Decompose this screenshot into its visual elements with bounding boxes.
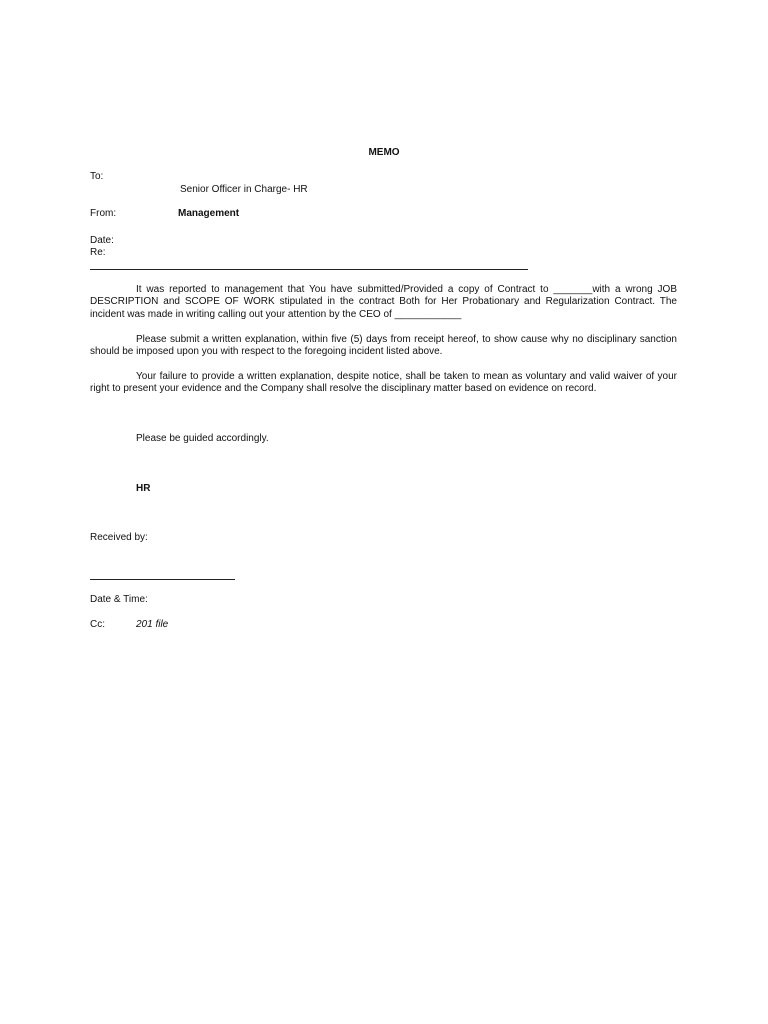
from-value: Management (178, 208, 240, 219)
paragraph-report (90, 284, 677, 321)
paragraph-guided: Please be guided accordingly. (136, 433, 269, 444)
signer: HR (136, 483, 151, 494)
signature-line (90, 579, 235, 580)
cc-label: Cc: (90, 619, 105, 630)
paragraph-report-text-a: It was reported to management that You have submitted/Provided a copy of Contract to (136, 284, 554, 295)
contract-recipient-blank: _______ (553, 284, 593, 295)
date-label: Date: (90, 235, 114, 246)
header-divider (90, 269, 528, 270)
received-by-label: Received by: (90, 532, 148, 543)
to-label: To: (90, 171, 104, 182)
re-label: Re: (90, 247, 106, 258)
cc-value: 201 file (136, 619, 169, 630)
date-time-label: Date & Time: (90, 594, 148, 605)
ceo-blank: ____________ (394, 308, 462, 320)
to-value: Senior Officer in Charge- HR (180, 184, 308, 195)
paragraph-report-text-b: with a wrong JOB DESCRIPTION and SCOPE OF WORK stipulated in the contract Both for Her Probationary and Regularization Contract. The incident was made in writing calling out your attention by the CEO of (90, 284, 677, 320)
from-label: From: (90, 208, 117, 219)
paragraph-failure: Your failure to provide a written explanation, despite notice, shall be taken to mean as voluntary and valid waiver of your right to present your evidence and the Company shall resolve the disciplinary matter based on evidence on record. (90, 371, 677, 395)
memo-title: MEMO (368, 147, 400, 158)
paragraph-explanation: Please submit a written explanation, within five (5) days from receipt hereof, to show cause why no disciplinary sanction should be imposed upon you with respect to the foregoing incident listed above. (90, 334, 677, 358)
